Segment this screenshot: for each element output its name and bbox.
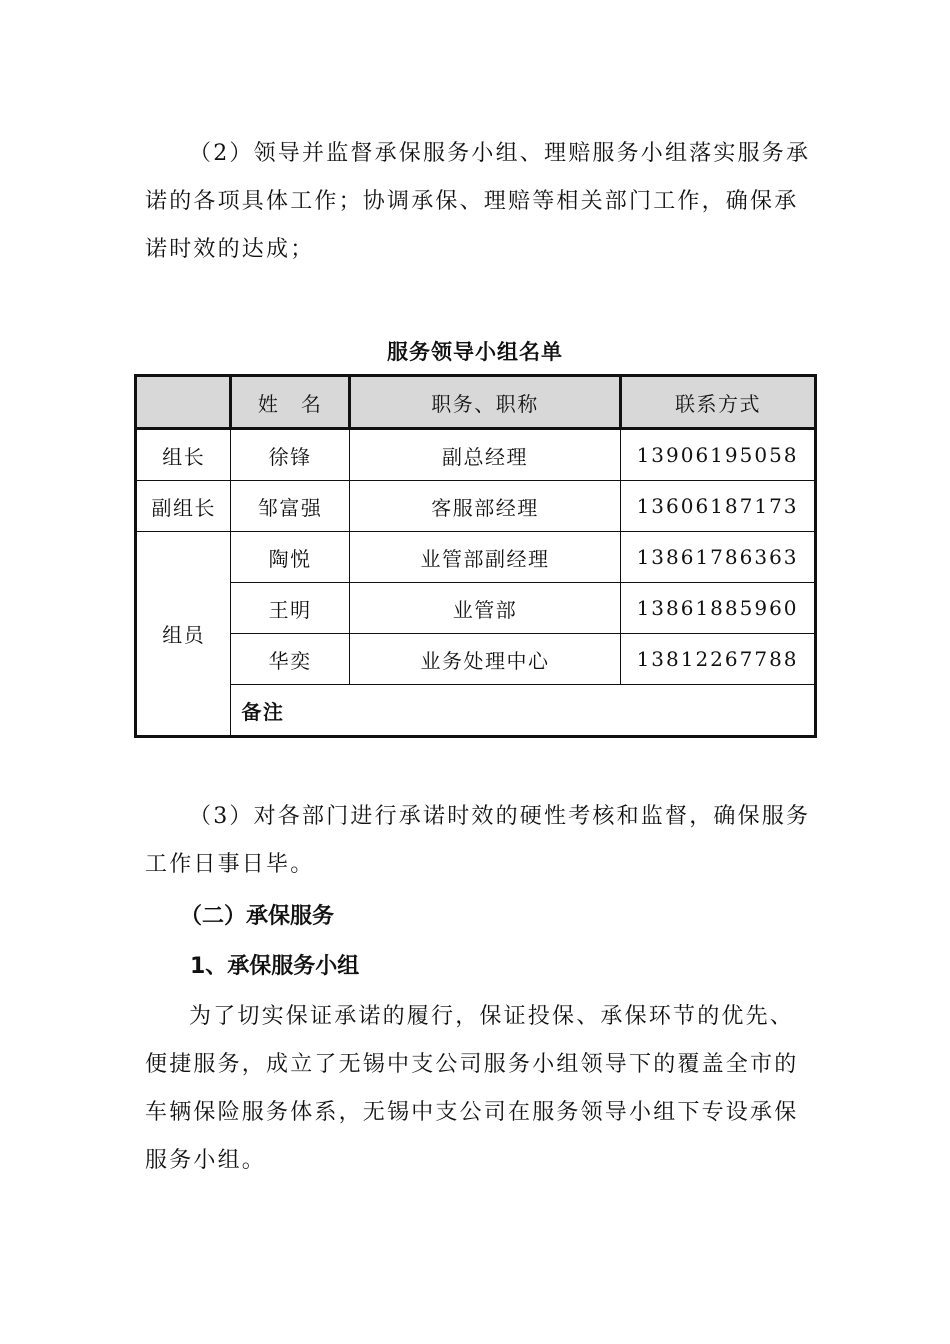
paragraph-line: 服务小组。 (145, 1148, 267, 1173)
cell-contact: 13861885960 (621, 583, 816, 634)
cell-role: 副组长 (136, 481, 231, 532)
cell-position: 副总经理 (349, 429, 620, 481)
paragraph-duty-3 (145, 793, 815, 889)
paragraph-line: （2）领导并监督承保服务小组、理赔服务小组落实服务承 (189, 141, 811, 166)
paragraph-line: 便捷服务，成立了无锡中支公司服务小组领导下的覆盖全市的 (145, 1052, 799, 1077)
header-role (136, 376, 231, 429)
cell-position: 业管部 (349, 583, 620, 634)
paragraph-underwriting (145, 993, 815, 1185)
cell-name: 陶悦 (231, 532, 350, 583)
cell-contact: 13812267788 (621, 634, 816, 685)
paragraph-line: 车辆保险服务体系，无锡中支公司在服务领导小组下专设承保 (145, 1100, 799, 1125)
header-contact: 联系方式 (621, 376, 816, 429)
subsection-heading: 1、承保服务小组 (190, 954, 360, 979)
table-title: 服务领导小组名单 (387, 340, 563, 364)
cell-contact: 13906195058 (621, 429, 816, 481)
cell-position: 客服部经理 (349, 481, 620, 532)
cell-position: 业管部副经理 (349, 532, 620, 583)
cell-contact: 13861786363 (621, 532, 816, 583)
cell-role-members: 组员 (136, 532, 231, 737)
header-name: 姓 名 (231, 376, 350, 429)
paragraph-line: 诺时效的达成； (145, 237, 315, 262)
cell-role: 组长 (136, 429, 231, 481)
table-row-remark (136, 685, 816, 737)
paragraph-line: 为了切实保证承诺的履行，保证投保、承保环节的优先、 (189, 1004, 795, 1029)
table-header-row (136, 376, 816, 429)
cell-contact: 13606187173 (621, 481, 816, 532)
cell-name: 华奕 (231, 634, 350, 685)
cell-name: 王明 (231, 583, 350, 634)
cell-remark-label: 备注 (231, 685, 816, 737)
paragraph-line: 诺的各项具体工作；协调承保、理赔等相关部门工作，确保承 (145, 189, 799, 214)
table-row (136, 429, 816, 481)
cell-position: 业务处理中心 (349, 634, 620, 685)
table-row (136, 481, 816, 532)
table-row (136, 634, 816, 685)
table-row (136, 532, 816, 583)
cell-name: 徐锋 (231, 429, 350, 481)
table-row (136, 583, 816, 634)
paragraph-line: （3）对各部门进行承诺时效的硬性考核和监督，确保服务 (189, 804, 811, 829)
paragraph-duty-2 (145, 130, 815, 274)
header-position: 职务、职称 (349, 376, 620, 429)
section-heading: （二）承保服务 (180, 904, 335, 929)
leadership-roster-table (134, 374, 817, 738)
paragraph-line: 工作日事日毕。 (145, 852, 315, 877)
cell-name: 邹富强 (231, 481, 350, 532)
